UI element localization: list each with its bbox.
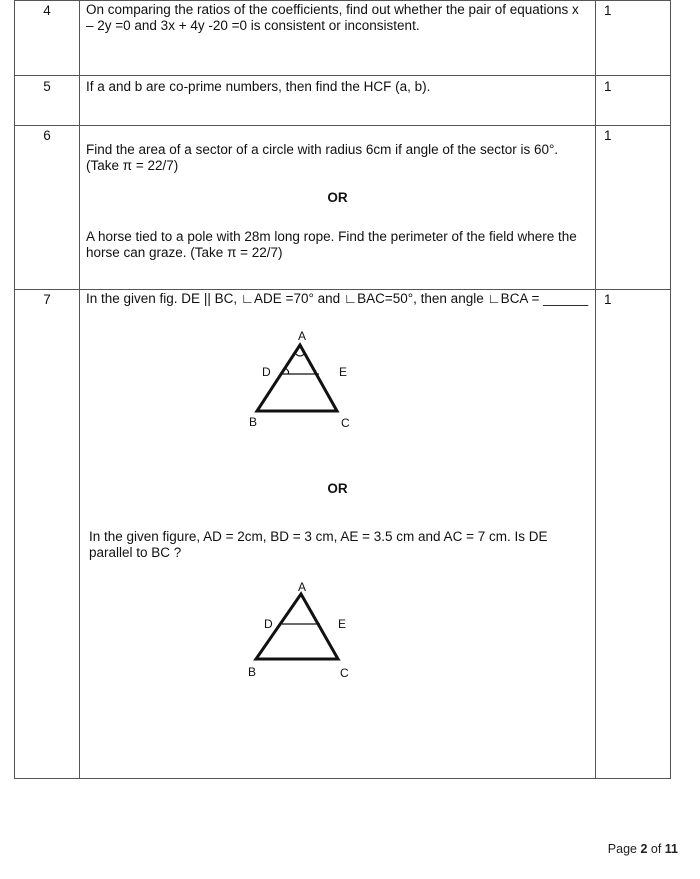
question-number: 6 — [15, 126, 80, 290]
triangle-figure-2 — [86, 578, 589, 678]
vertex-label-a: A — [298, 580, 307, 594]
marks-cell — [596, 76, 671, 126]
vertex-label-a: A — [298, 329, 307, 343]
vertex-label-c: C — [340, 666, 349, 678]
vertex-label-c: C — [341, 416, 350, 430]
question-row-5 — [15, 76, 671, 126]
question-row-6 — [15, 126, 671, 290]
question-text-cell — [80, 126, 596, 290]
marks-cell — [596, 290, 671, 779]
vertex-label-e: E — [338, 617, 347, 631]
marks-value: 1 — [604, 292, 612, 307]
question-row-7 — [15, 290, 671, 779]
question-text-b: A horse tied to a pole with 28m long rope. Find the perimeter of the field where the horse can graze. (Take π = 22/7) — [86, 229, 577, 260]
question-text: If a and b are co-prime numbers, then find the HCF (a, b). — [86, 79, 431, 94]
question-number: 4 — [15, 1, 80, 76]
angle-mark-d — [285, 368, 289, 374]
question-row-4 — [15, 1, 671, 76]
marks-cell — [596, 126, 671, 290]
marks-cell — [596, 1, 671, 76]
question-number: 5 — [15, 76, 80, 126]
marks-value: 1 — [604, 3, 612, 18]
vertex-label-d: D — [264, 617, 273, 631]
question-text-cell — [80, 290, 596, 779]
vertex-label-b: B — [249, 415, 258, 429]
page-current: 2 — [640, 842, 648, 856]
question-table — [14, 0, 671, 779]
triangle-figure-1 — [86, 327, 589, 445]
or-separator: OR — [327, 481, 348, 496]
page-prefix: Page — [607, 842, 641, 856]
page-sep: of — [647, 842, 665, 856]
vertex-label-d: D — [262, 365, 271, 379]
or-separator: OR — [327, 190, 348, 205]
question-text: On comparing the ratios of the coefficients, find out whether the pair of equations x – 2y =0 and 3x + 4y -20 =0 is consistent or inconsistent. — [86, 2, 579, 33]
question-text-a: In the given fig. DE || BC, ∟ADE =70° and ∟BAC=50°, then angle ∟BCA = ______ — [86, 291, 589, 306]
marks-value: 1 — [604, 79, 612, 94]
vertex-label-b: B — [248, 665, 257, 678]
marks-value: 1 — [604, 128, 612, 143]
question-number: 7 — [15, 290, 80, 779]
vertex-label-e: E — [339, 365, 348, 379]
question-text-a: Find the area of a sector of a circle with radius 6cm if angle of the sector is 60°. (Take π = 22/7) — [86, 142, 559, 173]
page-footer — [608, 842, 678, 856]
page-total: 11 — [664, 842, 678, 856]
question-text-cell — [80, 1, 596, 76]
question-text-cell — [80, 76, 596, 126]
question-text-b: In the given figure, AD = 2cm, BD = 3 cm, AE = 3.5 cm and AC = 7 cm. Is DE parallel to BC ? — [89, 529, 548, 560]
